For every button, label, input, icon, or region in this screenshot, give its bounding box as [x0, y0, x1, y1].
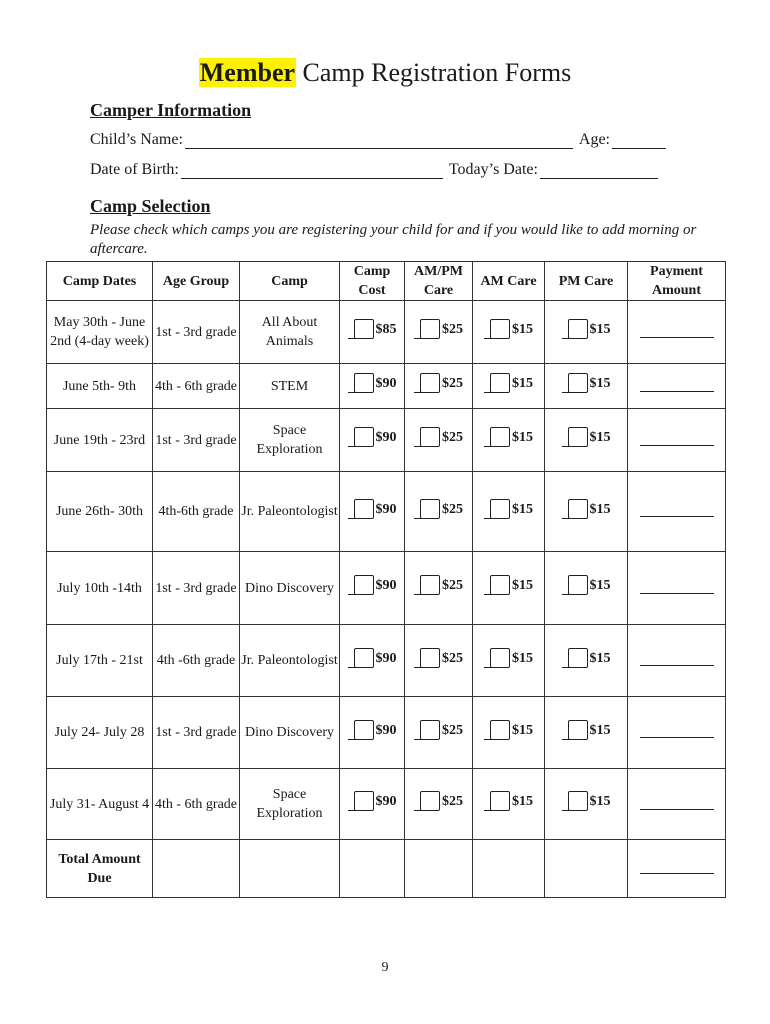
am-care-cell — [473, 364, 545, 409]
pm-care-price: $15 — [589, 578, 611, 593]
pm-care-checkbox[interactable] — [568, 319, 588, 339]
dob-row — [90, 161, 660, 179]
camp-dates-cell: July 17th - 21st — [47, 625, 153, 697]
payment-amount-field[interactable] — [640, 577, 714, 594]
age-field[interactable] — [612, 132, 666, 149]
camp-cost-price: $90 — [375, 430, 397, 445]
todays-date-field[interactable] — [540, 162, 658, 179]
camp-dates-cell: June 26th- 30th — [47, 472, 153, 552]
camp-cost-checkbox[interactable] — [354, 427, 374, 447]
ampm-care-cell — [405, 301, 473, 364]
ampm-care-checkbox[interactable] — [420, 427, 440, 447]
ampm-care-cell — [405, 364, 473, 409]
payment-amount-field[interactable] — [640, 793, 714, 810]
camp-cost-price: $90 — [375, 722, 397, 738]
pm-care-checkbox[interactable] — [568, 427, 588, 447]
total-amount-cell — [628, 840, 726, 898]
am-care-price: $15 — [512, 376, 533, 391]
camp-cost-checkbox[interactable] — [354, 648, 374, 668]
ampm-care-checkbox[interactable] — [420, 373, 440, 393]
camp-cost-checkbox[interactable] — [354, 319, 374, 339]
ampm-care-checkbox[interactable] — [420, 648, 440, 668]
camp-name-cell: Dino Discovery — [240, 697, 340, 769]
payment-amount-cell — [628, 625, 726, 697]
header-ampm-care: AM/PM Care — [405, 262, 473, 301]
pm-care-cell — [545, 301, 628, 364]
am-care-checkbox[interactable] — [490, 427, 510, 447]
table-row — [47, 769, 726, 840]
header-camp-dates: Camp Dates — [47, 262, 153, 301]
total-label: Total Amount Due — [47, 840, 153, 898]
camp-dates-cell: July 24- July 28 — [47, 697, 153, 769]
header-am-care: AM Care — [473, 262, 545, 301]
title-rest: Camp Registration Forms — [296, 58, 572, 87]
title-highlight: Member — [199, 58, 296, 87]
total-empty-cell — [473, 840, 545, 898]
ampm-care-price: $25 — [442, 578, 463, 593]
camp-dates-cell: July 31- August 4 — [47, 769, 153, 840]
am-care-cell — [473, 472, 545, 552]
ampm-care-price: $25 — [442, 794, 463, 809]
ampm-care-checkbox[interactable] — [420, 499, 440, 519]
pm-care-price: $15 — [589, 794, 611, 809]
pm-care-cell — [545, 625, 628, 697]
payment-amount-cell — [628, 364, 726, 409]
am-care-cell — [473, 301, 545, 364]
ampm-care-price: $25 — [442, 430, 463, 445]
am-care-price: $15 — [512, 650, 533, 666]
ampm-care-checkbox[interactable] — [420, 319, 440, 339]
age-group-cell: 1st - 3rd grade — [153, 409, 240, 472]
table-row — [47, 301, 726, 364]
pm-care-checkbox[interactable] — [568, 720, 588, 740]
ampm-care-checkbox[interactable] — [420, 720, 440, 740]
camp-table — [46, 261, 726, 898]
pm-care-checkbox[interactable] — [568, 373, 588, 393]
payment-amount-field[interactable] — [640, 500, 714, 517]
camp-cost-checkbox[interactable] — [354, 575, 374, 595]
am-care-checkbox[interactable] — [490, 648, 510, 668]
payment-amount-field[interactable] — [640, 649, 714, 666]
pm-care-price: $15 — [589, 322, 611, 337]
payment-amount-field[interactable] — [640, 321, 714, 338]
payment-amount-field[interactable] — [640, 721, 714, 738]
am-care-cell — [473, 552, 545, 625]
am-care-checkbox[interactable] — [490, 319, 510, 339]
camp-cost-cell — [340, 301, 405, 364]
am-care-checkbox[interactable] — [490, 575, 510, 595]
pm-care-cell — [545, 472, 628, 552]
table-row — [47, 552, 726, 625]
camp-cost-cell — [340, 552, 405, 625]
pm-care-cell — [545, 769, 628, 840]
am-care-checkbox[interactable] — [490, 499, 510, 519]
total-empty-cell — [545, 840, 628, 898]
am-care-cell — [473, 697, 545, 769]
pm-care-checkbox[interactable] — [568, 499, 588, 519]
total-empty-cell — [153, 840, 240, 898]
camp-cost-checkbox[interactable] — [354, 373, 374, 393]
header-camp-cost: Camp Cost — [340, 262, 405, 301]
pm-care-cell — [545, 364, 628, 409]
instructions-text: Please check which camps you are registering your child for and if you would like to add morning or aftercare. — [90, 222, 697, 257]
payment-amount-cell — [628, 472, 726, 552]
ampm-care-checkbox[interactable] — [420, 791, 440, 811]
camp-cost-cell — [340, 364, 405, 409]
age-group-cell: 1st - 3rd grade — [153, 301, 240, 364]
camp-cost-cell — [340, 472, 405, 552]
age-group-cell: 4th - 6th grade — [153, 364, 240, 409]
camp-dates-cell: July 10th -14th — [47, 552, 153, 625]
am-care-price: $15 — [512, 722, 533, 738]
todays-date-label: Today’s Date: — [448, 161, 538, 178]
camp-cost-cell — [340, 769, 405, 840]
dob-label: Date of Birth: — [90, 161, 179, 178]
pm-care-cell — [545, 697, 628, 769]
am-care-checkbox[interactable] — [490, 720, 510, 740]
am-care-cell — [473, 409, 545, 472]
am-care-cell — [473, 625, 545, 697]
ampm-care-cell — [405, 769, 473, 840]
camp-name-cell: Space Exploration — [240, 769, 340, 840]
table-row — [47, 409, 726, 472]
camp-selection-heading: Camp Selection — [90, 196, 211, 216]
payment-amount-cell — [628, 697, 726, 769]
camp-cost-price: $90 — [375, 650, 397, 666]
payment-amount-field[interactable] — [640, 375, 714, 392]
age-group-cell: 4th-6th grade — [153, 472, 240, 552]
page-number: 9 — [381, 960, 389, 975]
pm-care-checkbox[interactable] — [568, 648, 588, 668]
payment-amount-field[interactable] — [640, 429, 714, 446]
table-row — [47, 697, 726, 769]
camp-cost-price: $90 — [375, 376, 397, 391]
camp-dates-cell: May 30th - June 2nd (4-day week) — [47, 301, 153, 364]
camp-cost-checkbox[interactable] — [354, 720, 374, 740]
am-care-price: $15 — [512, 794, 533, 809]
ampm-care-price: $25 — [442, 650, 463, 666]
age-group-cell: 4th - 6th grade — [153, 769, 240, 840]
ampm-care-cell — [405, 409, 473, 472]
camp-cost-checkbox[interactable] — [354, 499, 374, 519]
pm-care-price: $15 — [589, 376, 611, 391]
camp-name-cell: Jr. Paleontologist — [240, 625, 340, 697]
payment-amount-cell — [628, 409, 726, 472]
total-row — [47, 840, 726, 898]
total-amount-field[interactable] — [640, 857, 714, 874]
pm-care-price: $15 — [589, 650, 611, 666]
camp-cost-cell — [340, 409, 405, 472]
payment-amount-cell — [628, 769, 726, 840]
am-care-cell — [473, 769, 545, 840]
am-care-price: $15 — [512, 501, 533, 517]
ampm-care-cell — [405, 697, 473, 769]
page-title — [0, 58, 770, 88]
pm-care-cell — [545, 552, 628, 625]
total-empty-cell — [405, 840, 473, 898]
age-group-cell: 1st - 3rd grade — [153, 697, 240, 769]
camp-cost-checkbox[interactable] — [354, 791, 374, 811]
am-care-checkbox[interactable] — [490, 373, 510, 393]
age-group-cell: 1st - 3rd grade — [153, 552, 240, 625]
ampm-care-price: $25 — [442, 722, 463, 738]
ampm-care-cell — [405, 625, 473, 697]
table-row — [47, 625, 726, 697]
ampm-care-price: $25 — [442, 376, 463, 391]
total-empty-cell — [240, 840, 340, 898]
header-payment-amount: Payment Amount — [628, 262, 726, 301]
camp-cost-price: $90 — [375, 578, 397, 593]
camp-cost-price: $90 — [375, 501, 397, 517]
total-empty-cell — [340, 840, 405, 898]
age-label: Age: — [578, 131, 610, 148]
payment-amount-cell — [628, 301, 726, 364]
pm-care-cell — [545, 409, 628, 472]
am-care-checkbox[interactable] — [490, 791, 510, 811]
ampm-care-price: $25 — [442, 322, 463, 337]
camp-cost-cell — [340, 697, 405, 769]
camp-name-cell: Dino Discovery — [240, 552, 340, 625]
camp-name-cell: Jr. Paleontologist — [240, 472, 340, 552]
camp-dates-cell: June 5th- 9th — [47, 364, 153, 409]
ampm-care-cell — [405, 552, 473, 625]
childs-name-label: Child’s Name: — [90, 131, 183, 148]
header-age-group: Age Group — [153, 262, 240, 301]
ampm-care-cell — [405, 472, 473, 552]
am-care-price: $15 — [512, 578, 533, 593]
age-group-cell: 4th -6th grade — [153, 625, 240, 697]
camp-dates-cell: June 19th - 23rd — [47, 409, 153, 472]
dob-field[interactable] — [181, 162, 443, 179]
camp-cost-price: $85 — [375, 322, 397, 337]
ampm-care-checkbox[interactable] — [420, 575, 440, 595]
pm-care-price: $15 — [589, 501, 611, 517]
camper-info-heading: Camper Information — [90, 100, 252, 120]
camp-name-cell: All About Animals — [240, 301, 340, 364]
childs-name-row — [90, 131, 668, 149]
header-camp: Camp — [240, 262, 340, 301]
am-care-price: $15 — [512, 430, 533, 445]
pm-care-checkbox[interactable] — [568, 791, 588, 811]
pm-care-checkbox[interactable] — [568, 575, 588, 595]
ampm-care-price: $25 — [442, 501, 463, 517]
pm-care-price: $15 — [589, 722, 611, 738]
camp-name-cell: Space Exploration — [240, 409, 340, 472]
payment-amount-cell — [628, 552, 726, 625]
header-pm-care: PM Care — [545, 262, 628, 301]
am-care-price: $15 — [512, 322, 533, 337]
table-row — [47, 472, 726, 552]
table-row — [47, 364, 726, 409]
pm-care-price: $15 — [589, 430, 611, 445]
camp-cost-price: $90 — [375, 794, 397, 809]
camp-cost-cell — [340, 625, 405, 697]
childs-name-field[interactable] — [185, 132, 573, 149]
camp-name-cell: STEM — [240, 364, 340, 409]
header-row — [47, 262, 726, 301]
